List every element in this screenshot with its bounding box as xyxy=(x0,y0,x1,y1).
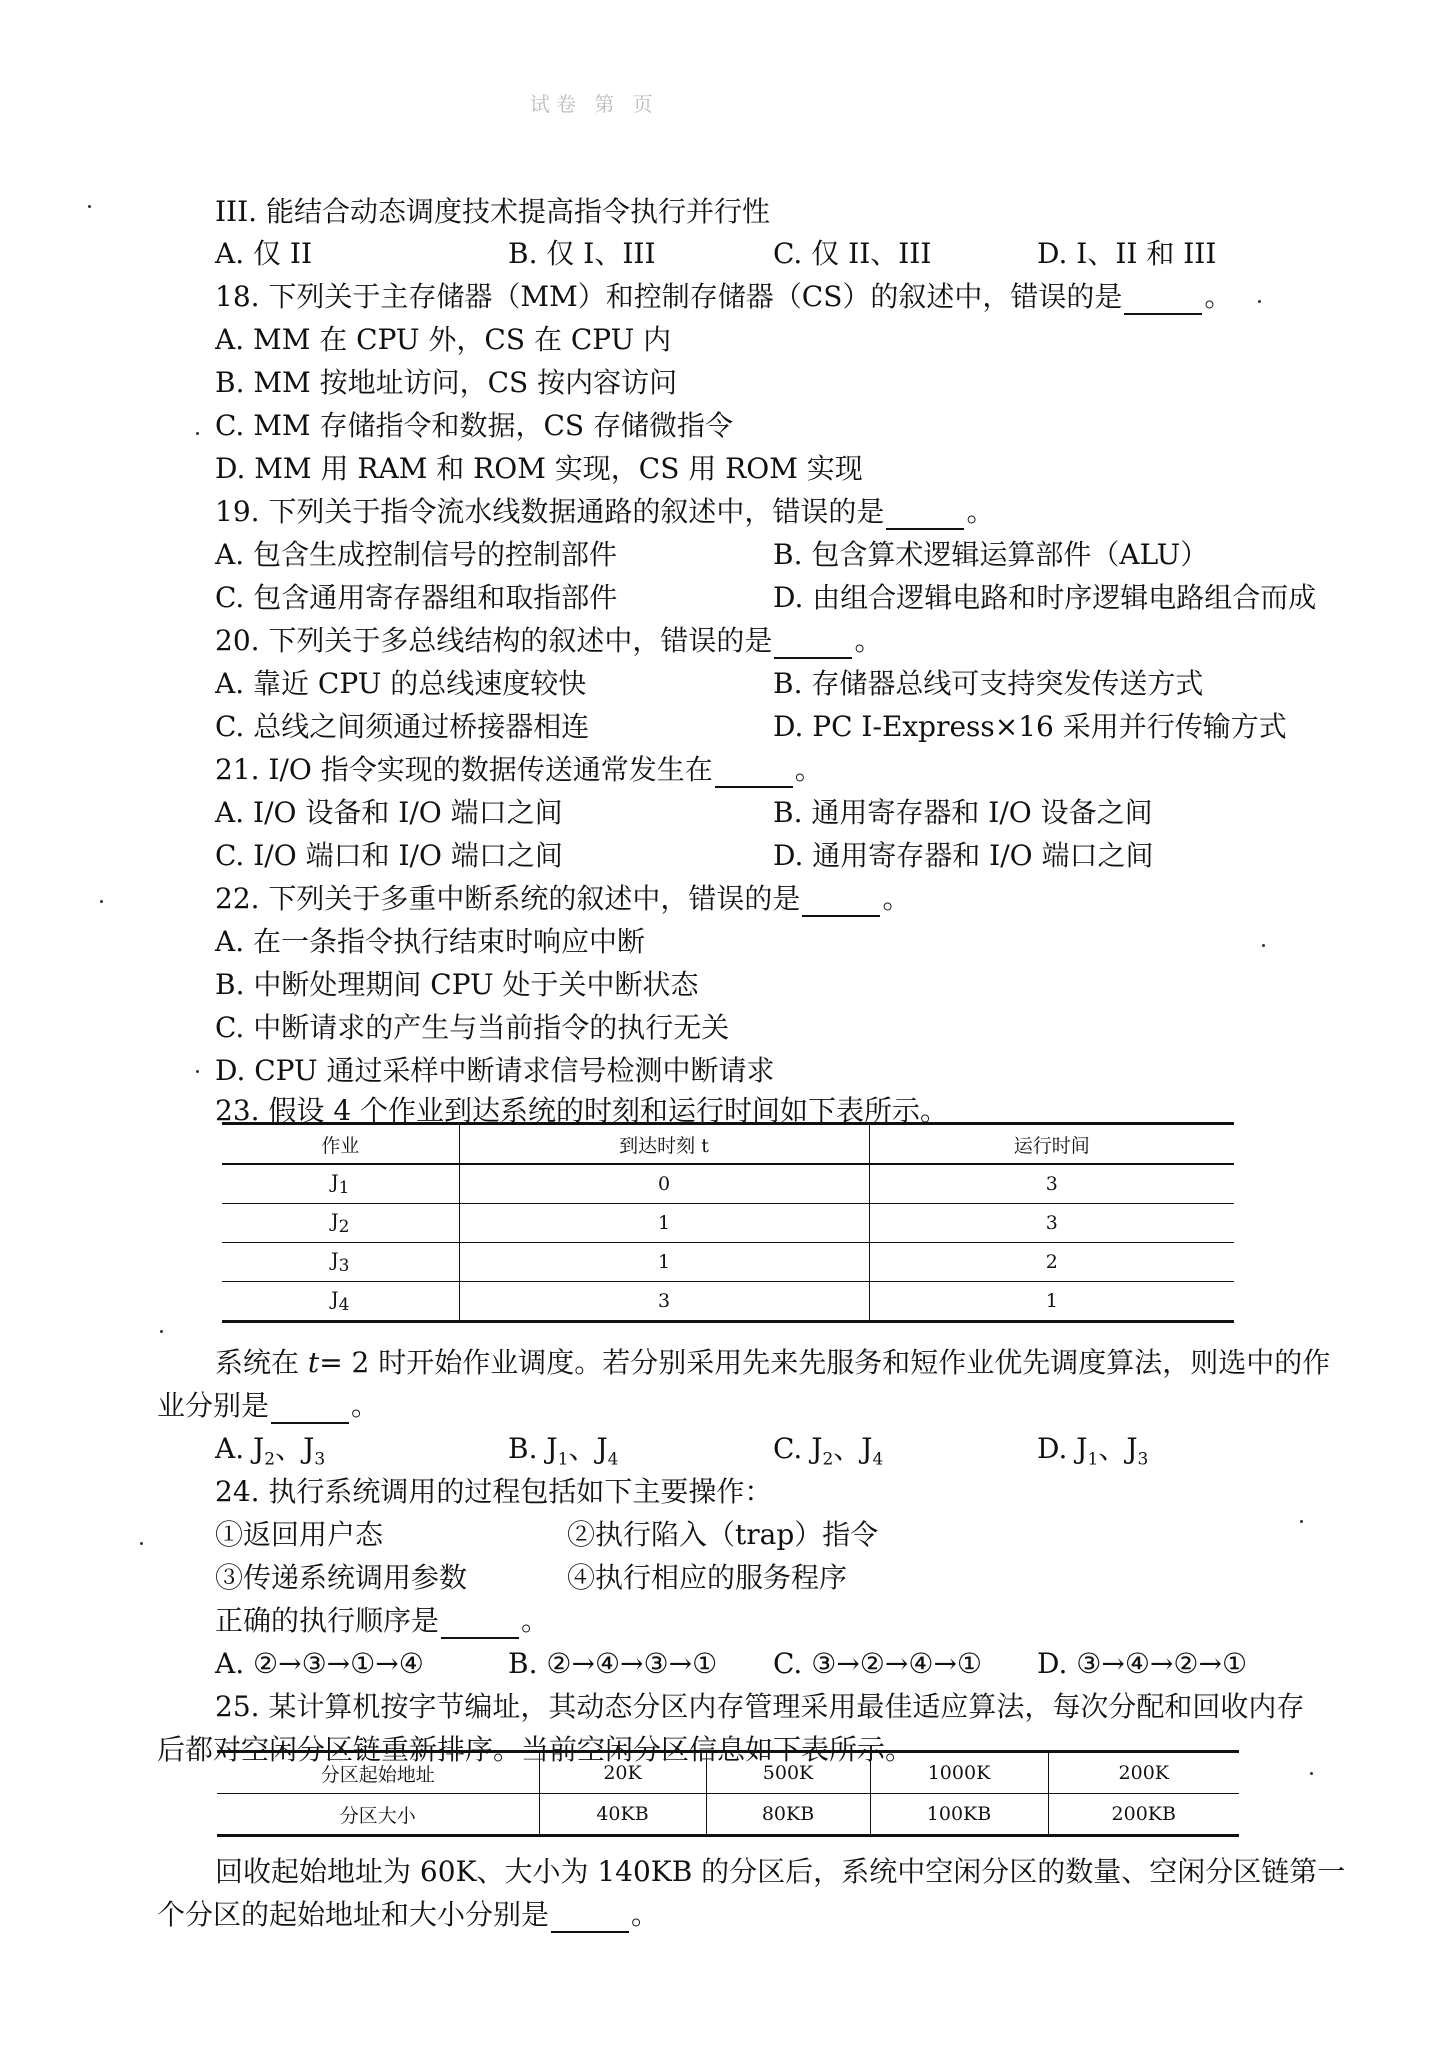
q17-option-b: B. 仅 I、III xyxy=(508,237,656,270)
table-row xyxy=(222,1243,1234,1282)
table-cell: 分区起始地址 xyxy=(217,1752,539,1794)
q23-paragraph-line1: 系统在 t= 2 时开始作业调度。若分别采用先来先服务和短作业优先调度算法，则选中的作 xyxy=(215,1346,1331,1379)
q17-option-d: D. I、II 和 III xyxy=(1037,237,1217,270)
table-cell-job: $J_4$ xyxy=(222,1282,459,1322)
table-cell-job: $J_1$ xyxy=(222,1164,459,1204)
q24-option-d: D. ③→④→②→① xyxy=(1037,1647,1248,1680)
q25-stem-line2: 后都对空闲分区链重新排序。当前空闲分区信息如下表所示。 xyxy=(157,1733,914,1766)
table-cell: 40KB xyxy=(539,1794,706,1836)
answer-blank xyxy=(441,1609,519,1639)
table-header-row xyxy=(222,1124,1234,1165)
table-cell-runtime: 1 xyxy=(869,1282,1234,1322)
table-cell-runtime: 3 xyxy=(869,1164,1234,1204)
scan-speck xyxy=(1310,1772,1313,1775)
answer-blank xyxy=(551,1903,629,1933)
answer-blank xyxy=(886,500,964,530)
q22-option-a: A. 在一条指令执行结束时响应中断 xyxy=(215,925,646,958)
q23-stem: 23. 假设 4 个作业到达系统的时刻和运行时间如下表所示。 xyxy=(215,1094,949,1127)
answer-blank xyxy=(1124,285,1202,315)
q21-option-b: B. 通用寄存器和 I/O 设备之间 xyxy=(773,796,1153,829)
q24-stem: 24. 执行系统调用的过程包括如下主要操作： xyxy=(215,1475,773,1508)
q18-stem: 18. 下列关于主存储器（MM）和控制存储器（CS）的叙述中，错误的是 。 xyxy=(215,280,1233,313)
table-header-runtime: 运行时间 xyxy=(869,1124,1234,1165)
q23-option-c: C. $J_2$、$J_4$ xyxy=(773,1432,884,1470)
q22-option-b: B. 中断处理期间 CPU 处于关中断状态 xyxy=(215,968,699,1001)
q18-option-b: B. MM 按地址访问，CS 按内容访问 xyxy=(215,366,678,399)
table-cell-runtime: 3 xyxy=(869,1204,1234,1243)
q22-stem: 22. 下列关于多重中断系统的叙述中，错误的是 。 xyxy=(215,882,911,915)
q21-option-c: C. I/O 端口和 I/O 端口之间 xyxy=(215,839,563,872)
scan-speck xyxy=(140,1542,143,1545)
q25-after-line2: 个分区的起始地址和大小分别是 。 xyxy=(157,1898,660,1931)
table-cell-runtime: 2 xyxy=(869,1243,1234,1282)
q19-option-c: C. 包含通用寄存器组和取指部件 xyxy=(215,581,618,614)
table-cell: 500K xyxy=(706,1752,870,1794)
table-cell: 200K xyxy=(1048,1752,1239,1794)
q18-option-c: C. MM 存储指令和数据，CS 存储微指令 xyxy=(215,409,733,442)
table-cell: 200KB xyxy=(1048,1794,1239,1836)
table-cell: 20K xyxy=(539,1752,706,1794)
q22-option-d: D. CPU 通过采样中断请求信号检测中断请求 xyxy=(215,1054,775,1087)
scan-speck xyxy=(1258,300,1261,303)
q23-option-a: A. $J_2$、$J_3$ xyxy=(215,1432,326,1470)
q18-option-a: A. MM 在 CPU 外，CS 在 CPU 内 xyxy=(215,323,672,356)
q20-stem: 20. 下列关于多总线结构的叙述中，错误的是 。 xyxy=(215,624,883,657)
answer-blank xyxy=(802,887,880,917)
table-row xyxy=(217,1752,1239,1794)
q19-option-b: B. 包含算术逻辑运算部件（ALU） xyxy=(773,538,1209,571)
table-cell-arrival: 1 xyxy=(459,1243,869,1282)
q24-ask: 正确的执行顺序是 。 xyxy=(215,1604,550,1637)
q24-option-b: B. ②→④→③→① xyxy=(508,1647,718,1680)
q24-op-1: ①返回用户态 xyxy=(215,1518,384,1551)
table-row xyxy=(222,1164,1234,1204)
table-cell-job: $J_2$ xyxy=(222,1204,459,1243)
q20-option-c: C. 总线之间须通过桥接器相连 xyxy=(215,710,590,743)
table-cell-job: $J_3$ xyxy=(222,1243,459,1282)
q24-option-c: C. ③→②→④→① xyxy=(773,1647,983,1680)
table-cell: 100KB xyxy=(870,1794,1048,1836)
scan-speck xyxy=(196,1070,199,1073)
q21-option-d: D. 通用寄存器和 I/O 端口之间 xyxy=(773,839,1154,872)
q19-option-a: A. 包含生成控制信号的控制部件 xyxy=(215,538,618,571)
job-arrival-table xyxy=(222,1122,1234,1323)
table-cell-arrival: 1 xyxy=(459,1204,869,1243)
q22-option-c: C. 中断请求的产生与当前指令的执行无关 xyxy=(215,1011,730,1044)
scan-speck xyxy=(100,900,103,903)
table-header-arrival: 到达时刻 t xyxy=(459,1124,869,1165)
answer-blank xyxy=(715,758,793,788)
q24-op-2: ②执行陷入（trap）指令 xyxy=(567,1518,879,1551)
table-row xyxy=(222,1204,1234,1243)
scan-speck xyxy=(196,432,199,435)
answer-blank xyxy=(774,629,852,659)
q17-option-c: C. 仅 II、III xyxy=(773,237,932,270)
faded-header-stamp: 试卷 第 页 xyxy=(530,92,659,116)
q19-stem: 19. 下列关于指令流水线数据通路的叙述中，错误的是 。 xyxy=(215,495,995,528)
table-header-job: 作业 xyxy=(222,1124,459,1165)
q24-option-a: A. ②→③→①→④ xyxy=(215,1647,424,1680)
q17-item-iii: III. 能结合动态调度技术提高指令执行并行性 xyxy=(215,195,770,228)
table-cell-arrival: 0 xyxy=(459,1164,869,1204)
scan-speck xyxy=(160,1330,163,1333)
q19-option-d: D. 由组合逻辑电路和时序逻辑电路组合而成 xyxy=(773,581,1317,614)
q25-after-line1: 回收起始地址为 60K、大小为 140KB 的分区后，系统中空闲分区的数量、空闲分区链第一 xyxy=(215,1855,1346,1888)
answer-blank xyxy=(271,1394,349,1424)
table-cell: 80KB xyxy=(706,1794,870,1836)
q24-op-3: ③传递系统调用参数 xyxy=(215,1561,468,1594)
free-partition-table xyxy=(217,1750,1239,1837)
scan-speck xyxy=(1262,944,1265,947)
q23-paragraph-line2: 业分别是 。 xyxy=(157,1389,380,1422)
q21-stem: 21. I/O 指令实现的数据传送通常发生在 。 xyxy=(215,753,823,786)
q25-stem-line1: 25. 某计算机按字节编址，其动态分区内存管理采用最佳适应算法，每次分配和回收内存 xyxy=(215,1690,1305,1723)
q24-op-4: ④执行相应的服务程序 xyxy=(567,1561,848,1594)
q20-option-b: B. 存储器总线可支持突发传送方式 xyxy=(773,667,1204,700)
q20-option-d: D. PC I-Express×16 采用并行传输方式 xyxy=(773,710,1287,743)
q21-option-a: A. I/O 设备和 I/O 端口之间 xyxy=(215,796,563,829)
q23-option-b: B. $J_1$、$J_4$ xyxy=(508,1432,619,1470)
table-row xyxy=(222,1282,1234,1322)
table-cell: 1000K xyxy=(870,1752,1048,1794)
scan-speck xyxy=(88,205,91,208)
q18-option-d: D. MM 用 RAM 和 ROM 实现，CS 用 ROM 实现 xyxy=(215,452,863,485)
q20-option-a: A. 靠近 CPU 的总线速度较快 xyxy=(215,667,587,700)
scan-speck xyxy=(1300,1520,1303,1523)
q23-option-d: D. $J_1$、$J_3$ xyxy=(1037,1432,1149,1470)
table-cell: 分区大小 xyxy=(339,1804,416,1827)
table-row xyxy=(217,1794,1239,1836)
q17-option-a: A. 仅 II xyxy=(215,237,313,270)
table-cell-arrival: 3 xyxy=(459,1282,869,1322)
